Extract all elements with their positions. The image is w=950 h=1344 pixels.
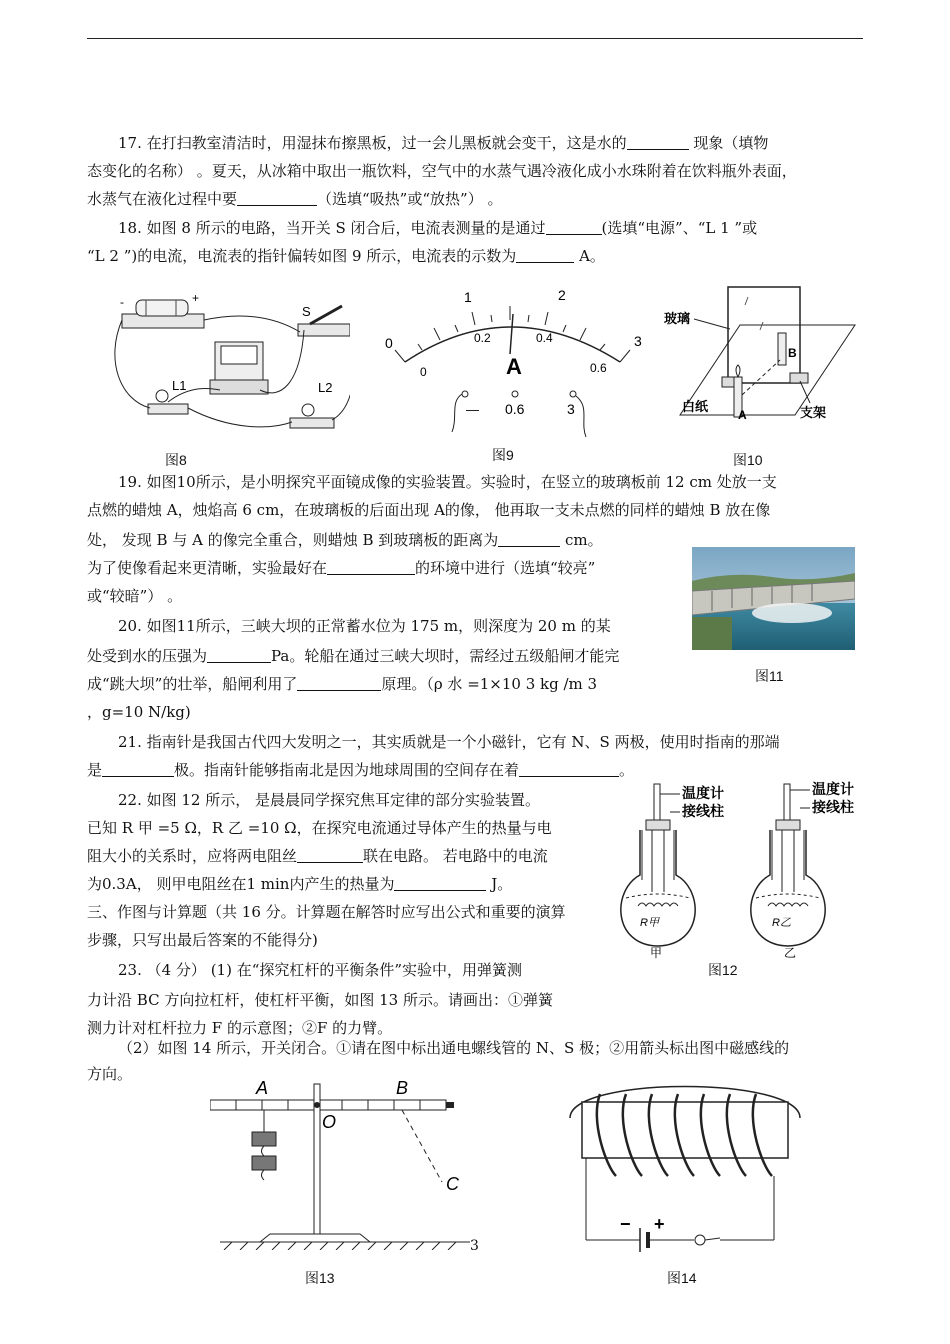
candle-a-label: A: [738, 408, 747, 422]
wire: [204, 316, 300, 332]
q18-line2: “L 2 ”)的电流，电流表的指针偏转如图 9 所示，电流表的示数为 A。: [87, 247, 605, 265]
lever-bar: [210, 1100, 446, 1110]
scale-minor-0: 0: [420, 365, 427, 379]
scale-major-2: 2: [558, 287, 566, 303]
point-a-label: A: [256, 1078, 269, 1098]
scale-major-1: 1: [464, 289, 472, 305]
glass-leader: [694, 319, 730, 329]
stand-base: [260, 1234, 370, 1242]
flask-right-name: 乙: [784, 946, 797, 960]
flask-left-name: 甲: [650, 946, 663, 960]
q19-line1: 19. 如图10所示，是小明探究平面镜成像的实验装置。实验时，在竖立的玻璃板前 12 cm 处放一支: [118, 473, 777, 491]
q19-line5: 或“较暗”） 。: [87, 587, 183, 605]
figure-10-caption: 图10: [733, 452, 763, 468]
line-bc: [402, 1110, 442, 1182]
dial-unit: A: [506, 354, 522, 379]
glass-glare: [745, 297, 748, 305]
stand-right: [790, 373, 808, 383]
terminal-label-right: 接线柱: [812, 799, 854, 815]
q23-line3: 测力计对杠杆拉力 F 的示意图；②F 的力臂。: [87, 1019, 393, 1037]
pivot: [314, 1102, 320, 1108]
glass-glare: [760, 322, 763, 330]
figure-13-lever: [210, 1070, 480, 1250]
glass-label: 玻璃: [664, 311, 691, 326]
figure-8-caption: 图8: [165, 452, 187, 468]
bulb2-label: L2: [318, 380, 333, 395]
scale-minor-06: 0.6: [590, 361, 607, 375]
ground-hatch: [224, 1242, 456, 1250]
q18-line1: 18. 如图 8 所示的电路，当开关 S 闭合后，电流表测量的是通过 (选填“电源”、“L 1 ”或: [118, 219, 758, 237]
r-left-label: R甲: [640, 917, 659, 929]
wire: [332, 332, 350, 420]
q20-line4: ，g=10 N/kg): [87, 703, 191, 721]
bulb2: [302, 404, 314, 416]
q22-line1: 22. 如图 12 所示， 是晨晨同学探究焦耳定律的部分实验装置。: [118, 791, 541, 809]
q21-line1: 21. 指南针是我国古代四大发明之一，其实质就是一个小磁针，它有 N、S 两极，使用时指南的那端: [118, 733, 780, 751]
figure-10-plane-mirror: [660, 285, 860, 435]
q22-line2: 已知 R 甲 =5 Ω，R 乙 =10 Ω，在探究电流通过导体产生的热量与电: [87, 819, 552, 837]
wire: [115, 320, 150, 408]
scale-major-0: 0: [385, 335, 393, 351]
photo-bank: [692, 617, 732, 650]
lever-nut-right: [446, 1102, 454, 1108]
battery-minus: -: [120, 295, 124, 309]
header-rule: [87, 38, 863, 39]
q20-line3: 成“跳大坝”的壮举，船闸利用了 原理。（ρ 水 =1×10 3 kg /m 3: [87, 675, 598, 693]
q19-line4: 为了使像看起来更清晰，实验最好在 的环境中进行（选填“较亮”: [87, 559, 596, 577]
candle-b-label: B: [788, 346, 797, 360]
q22-line3: 阻大小的关系时，应将两电阻丝 联在电路。 若电路中的电流: [87, 847, 548, 865]
section-3-heading-line1: 三、作图与计算题（共 16 分。计算题在解答时应写出公式和重要的演算: [87, 903, 566, 921]
q17-line2: 态变化的名称） 。夏天，从冰箱中取出一瓶饮料，空气中的水蒸气遇冷液化成小水珠附着在饮料瓶外表面，: [87, 162, 797, 180]
q21-line2: 是 极。指南针能够指南北是因为地球周围的空间存在着 。: [87, 761, 635, 779]
q23-line4: （2）如图 14 所示，开关闭合。①请在图中标出通电螺线管的 N、S 极；②用箭头标出图中磁感线的: [118, 1039, 790, 1057]
point-o-label: O: [322, 1112, 337, 1132]
terminal-06-label: 0.6: [505, 401, 525, 417]
terminal-label-left: 接线柱: [682, 803, 724, 819]
battery-minus-label: −: [620, 1214, 631, 1234]
photo-spray: [752, 603, 832, 623]
point-b-label: B: [396, 1078, 409, 1098]
bulb1-base: [148, 404, 188, 414]
sight-line: [742, 360, 780, 395]
figure-14-caption: 图14: [667, 1270, 697, 1286]
figure-9-ammeter-dial: [380, 282, 650, 442]
terminal-negative: [462, 391, 468, 397]
section-3-heading-line2: 步骤，只写出最后答案的不能得分): [87, 931, 318, 949]
figure-11-three-gorges-dam-photo: [692, 547, 855, 650]
bulb1: [156, 390, 168, 402]
figure-14-solenoid: [560, 1080, 810, 1255]
weight-hook: [262, 1170, 265, 1180]
weight-2: [252, 1156, 276, 1170]
battery-plus-label: +: [654, 1214, 665, 1234]
q23-line2: 力计沿 BC 方向拉杠杆，使杠杆平衡，如图 13 所示。请画出：①弹簧: [87, 991, 553, 1009]
lead-wire: [576, 396, 586, 437]
figure-12-joule-experiment: [620, 780, 870, 960]
lead-wire: [452, 394, 462, 432]
thermometer-label-right: 温度计: [812, 781, 854, 797]
battery: [136, 300, 188, 316]
stand-label: 支架: [800, 405, 827, 420]
page-number: 3: [470, 1238, 479, 1254]
figure-11-caption: 图11: [755, 668, 784, 684]
figure-9-caption: 图9: [492, 447, 514, 463]
paper-label: 白纸: [682, 399, 709, 414]
thermometer-label-left: 温度计: [682, 785, 724, 801]
scale-minor-04: 0.4: [536, 331, 553, 345]
switch-contact: [695, 1235, 705, 1245]
switch-base: [298, 324, 350, 336]
scale-minor-02: 0.2: [474, 331, 491, 345]
switch-label: S: [302, 304, 311, 319]
weight-hook: [262, 1146, 265, 1156]
solenoid-core: [582, 1102, 788, 1158]
terminal-negative-label: —: [466, 402, 479, 417]
weight-1: [252, 1132, 276, 1146]
terminal-3: [570, 391, 576, 397]
wire: [188, 408, 292, 427]
scale-major-3: 3: [634, 333, 642, 349]
ammeter-dial: [221, 346, 257, 364]
battery-plus: +: [192, 291, 200, 305]
ammeter-base: [210, 380, 268, 394]
figure-8-circuit: [110, 290, 350, 445]
bulb1-label: L1: [172, 378, 187, 393]
terminal-06: [512, 391, 518, 397]
q17-line1: 17. 在打扫教室清洁时，用湿抹布擦黑板，过一会儿黑板就会变干，这是水的 现象（填物: [118, 134, 769, 152]
point-c-label: C: [446, 1174, 459, 1194]
figure-12-caption: 图12: [708, 962, 738, 978]
q22-line4: 为0.3A， 则甲电阻丝在1 min内产生的热量为 J。: [87, 875, 513, 893]
candle-a-flame: [736, 365, 740, 377]
r-right-label: R乙: [772, 917, 791, 929]
bulb2-base: [290, 418, 334, 428]
q20-line1: 20. 如图11所示，三峡大坝的正常蓄水位为 175 m，则深度为 20 m 的某: [118, 617, 611, 635]
terminal-3-label: 3: [567, 401, 575, 417]
q23-line1: 23. （4 分） (1) 在“探究杠杆的平衡条件”实验中，用弹簧测: [118, 961, 523, 979]
q23-line5: 方向。: [87, 1065, 133, 1083]
figure-13-caption: 图13: [305, 1270, 335, 1286]
q20-line2: 处受到水的压强为 Pa。轮船在通过三峡大坝时，需经过五级船闸才能完: [87, 647, 620, 665]
q19-line3: 处， 发现 B 与 A 的像完全重合，则蜡烛 B 到玻璃板的距离为 cm。: [87, 531, 603, 549]
switch-blade: [705, 1238, 720, 1240]
switch-lever: [310, 306, 342, 324]
q19-line2: 点燃的蜡烛 A，烛焰高 6 cm，在玻璃板的后面出现 A的像， 他再取一支未点燃的同样的蜡烛 B 放在像: [87, 501, 771, 519]
q17-line3: 水蒸气在液化过程中要 （选填“吸热”或“放热”） 。: [87, 190, 503, 208]
